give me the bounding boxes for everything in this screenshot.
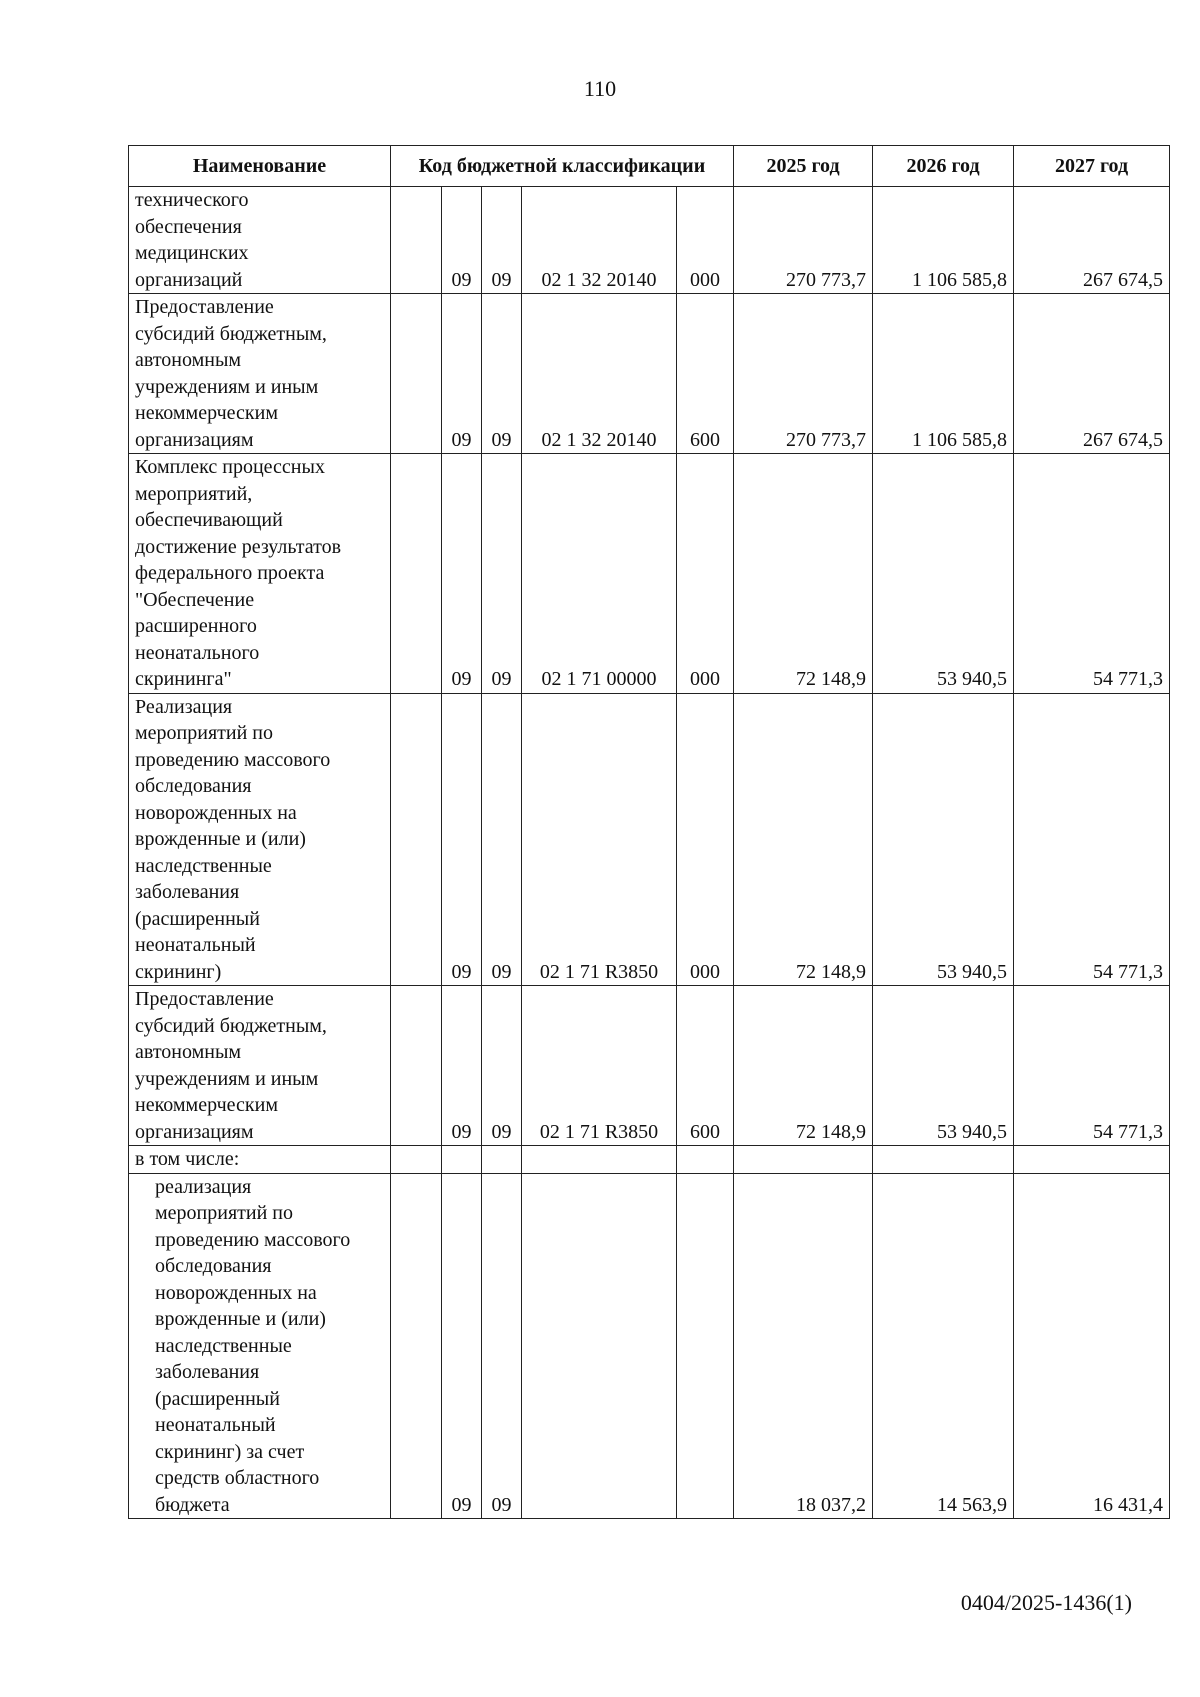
value-2027: 54 771,3 [1014, 693, 1170, 986]
value-2027: 54 771,3 [1014, 454, 1170, 694]
row-name-line: врожденные и (или) [135, 828, 306, 850]
row-name-line: учреждениям и иным [135, 1067, 319, 1090]
table-row [129, 1146, 1170, 1174]
row-name-cell [129, 187, 391, 294]
table-row [129, 294, 1170, 454]
code-blank-cell [391, 986, 442, 1146]
code-expense-type: 000 [677, 187, 734, 294]
table-row [129, 454, 1170, 694]
value-2026: 53 940,5 [873, 986, 1014, 1146]
row-name-line: медицинских [135, 242, 249, 264]
code-subsection: 09 [482, 454, 522, 694]
code-blank-cell [391, 294, 442, 454]
row-name-line: новорожденных на [155, 1281, 317, 1304]
code-section: 09 [442, 454, 482, 694]
code-subsection: 09 [482, 187, 522, 294]
row-name-line: неонатальный [135, 934, 256, 956]
row-name-line: бюджета [155, 1493, 230, 1516]
code-target-article: 02 1 32 20140 [522, 187, 677, 294]
row-name-line: автономным [135, 349, 242, 371]
row-name [135, 294, 384, 453]
header-2026: 2026 год [873, 146, 1014, 187]
code-subsection: 09 [482, 986, 522, 1146]
row-name-line: средств областного [155, 1467, 320, 1489]
value-2026: 14 563,9 [873, 1173, 1014, 1519]
code-blank-cell [391, 187, 442, 294]
budget-table [128, 145, 1170, 1519]
row-name-line: (расширенный [155, 1387, 280, 1410]
code-target-article: 02 1 71 00000 [522, 454, 677, 694]
row-name-line: федерального проекта [135, 562, 325, 584]
value-2025: 72 148,9 [734, 454, 873, 694]
value-2025 [734, 1146, 873, 1174]
code-blank-cell [391, 454, 442, 694]
header-code: Код бюджетной классификации [391, 146, 734, 187]
row-name-line: врожденные и (или) [155, 1308, 326, 1330]
code-expense-type: 000 [677, 454, 734, 694]
value-2026: 53 940,5 [873, 693, 1014, 986]
row-name-line: расширенного [135, 615, 257, 637]
row-name-line: субсидий бюджетным, [135, 1014, 327, 1037]
row-name [135, 694, 384, 986]
value-2026: 1 106 585,8 [873, 294, 1014, 454]
table-header-row [129, 146, 1170, 187]
row-name-line: некоммерческим [135, 1094, 278, 1116]
value-2025: 270 773,7 [734, 294, 873, 454]
row-name-line: заболевания [155, 1361, 260, 1383]
row-name-line: мероприятий по [135, 722, 273, 744]
row-name-line: наследственные [155, 1334, 292, 1357]
value-2027: 16 431,4 [1014, 1173, 1170, 1519]
row-name-line: "Обеспечение [135, 588, 255, 611]
code-expense-type: 600 [677, 986, 734, 1146]
value-2026 [873, 1146, 1014, 1174]
row-name-line: заболевания [135, 881, 240, 903]
code-target-article: 02 1 71 R3850 [522, 986, 677, 1146]
row-name-line: обеспечения [135, 215, 242, 238]
code-subsection: 09 [482, 294, 522, 454]
value-2025: 72 148,9 [734, 986, 873, 1146]
page-number: 110 [583, 76, 617, 101]
row-name-line: скрининга" [135, 668, 232, 690]
table-row [129, 187, 1170, 294]
row-name-line: Предоставление [135, 296, 274, 318]
value-2027: 267 674,5 [1014, 187, 1170, 294]
header-name: Наименование [129, 146, 391, 187]
row-name-line: реализация [155, 1175, 252, 1198]
row-name-line: субсидий бюджетным, [135, 322, 327, 345]
code-target-article: 02 1 32 20140 [522, 294, 677, 454]
row-name-line: мероприятий по [155, 1202, 293, 1224]
code-expense-type [677, 1173, 734, 1519]
row-name [135, 454, 384, 693]
code-section: 09 [442, 1173, 482, 1519]
row-name-line: наследственные [135, 854, 272, 877]
code-expense-type: 000 [677, 693, 734, 986]
row-name-line: Комплекс процессных [135, 456, 325, 478]
value-2027: 267 674,5 [1014, 294, 1170, 454]
code-expense-type [677, 1146, 734, 1174]
code-section [442, 1146, 482, 1174]
row-name-line: (расширенный [135, 907, 260, 930]
row-name [135, 1146, 384, 1173]
code-subsection [482, 1146, 522, 1174]
row-name-line: Реализация [135, 695, 233, 718]
table-body [129, 187, 1170, 1519]
row-name-line: неонатальный [155, 1414, 276, 1436]
value-2025: 270 773,7 [734, 187, 873, 294]
row-name-line: в том числе: [135, 1148, 240, 1170]
value-2027: 54 771,3 [1014, 986, 1170, 1146]
row-name-line: Предоставление [135, 988, 274, 1010]
row-name [135, 187, 384, 293]
code-expense-type: 600 [677, 294, 734, 454]
row-name-line: неонатального [135, 641, 260, 664]
row-name-line: достижение результатов [135, 535, 342, 558]
code-blank-cell [391, 1173, 442, 1519]
code-section: 09 [442, 187, 482, 294]
table-row [129, 1173, 1170, 1519]
row-name-line: проведению массового [155, 1228, 351, 1251]
value-2025: 72 148,9 [734, 693, 873, 986]
code-subsection: 09 [482, 693, 522, 986]
row-name-line: технического [135, 189, 249, 211]
document-id: 0404/2025-1436(1) [960, 1590, 1132, 1615]
row-name [155, 1174, 384, 1519]
code-target-article [522, 1146, 677, 1174]
code-section: 09 [442, 693, 482, 986]
row-name-line: обеспечивающий [135, 509, 283, 531]
row-name-cell [129, 1173, 391, 1519]
value-2026: 53 940,5 [873, 454, 1014, 694]
row-name-line: обследования [135, 775, 252, 797]
row-name-line: некоммерческим [135, 402, 278, 424]
code-section: 09 [442, 986, 482, 1146]
code-target-article [522, 1173, 677, 1519]
row-name-line: скрининг) [135, 960, 222, 983]
table-row [129, 986, 1170, 1146]
code-blank-cell [391, 693, 442, 986]
value-2025: 18 037,2 [734, 1173, 873, 1519]
row-name-cell [129, 693, 391, 986]
header-2025: 2025 год [734, 146, 873, 187]
row-name-line: учреждениям и иным [135, 375, 319, 398]
value-2027 [1014, 1146, 1170, 1174]
table-row [129, 693, 1170, 986]
row-name-line: новорожденных на [135, 801, 297, 824]
row-name-line: мероприятий, [135, 482, 253, 505]
row-name-line: обследования [155, 1255, 272, 1277]
code-subsection: 09 [482, 1173, 522, 1519]
code-blank-cell [391, 1146, 442, 1174]
row-name-cell [129, 454, 391, 694]
code-target-article: 02 1 71 R3850 [522, 693, 677, 986]
row-name-cell [129, 986, 391, 1146]
row-name-line: организаций [135, 268, 243, 291]
header-2027: 2027 год [1014, 146, 1170, 187]
row-name [135, 986, 384, 1145]
row-name-line: организациям [135, 1120, 254, 1143]
row-name-cell [129, 294, 391, 454]
code-section: 09 [442, 294, 482, 454]
row-name-line: автономным [135, 1041, 242, 1063]
row-name-cell [129, 1146, 391, 1174]
row-name-line: проведению массового [135, 748, 331, 771]
row-name-line: скрининг) за счет [155, 1440, 305, 1463]
value-2026: 1 106 585,8 [873, 187, 1014, 294]
row-name-line: организациям [135, 428, 254, 451]
